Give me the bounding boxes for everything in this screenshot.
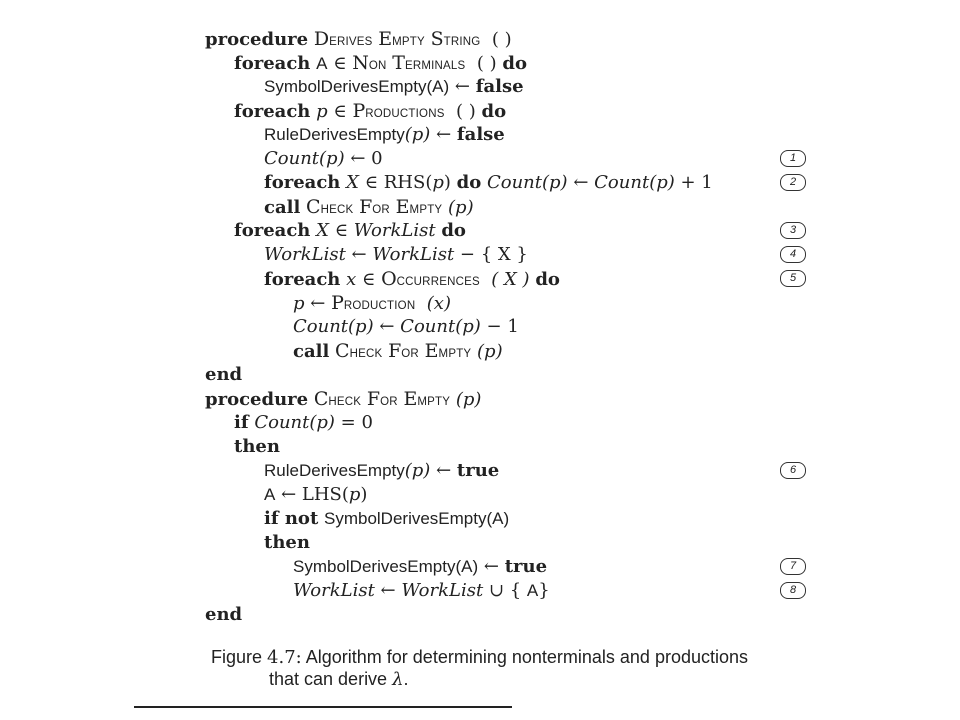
algo-line-symbol-derives-empty-false: SymbolDerivesEmpty(A) ← false xyxy=(264,76,524,97)
algo-line-symbol-derives-empty-true: SymbolDerivesEmpty(A) ← true xyxy=(293,556,548,577)
algo-line-if-not-symbol-derives-empty: if not SymbolDerivesEmpty(A) xyxy=(264,508,510,529)
algo-line-call-check-for-empty: call CHECK FOR EMPTY (p) xyxy=(264,196,474,218)
algo-line-foreach-occurrences: foreach x ∈ OCCURRENCES ( X ) do xyxy=(264,268,560,290)
algo-line-end-1: end xyxy=(205,364,243,385)
algo-line-count-zero: Count(p) ← 0 xyxy=(264,148,383,169)
algo-line-procedure-derives-empty-string: procedure DERIVES EMPTY STRING ( ) xyxy=(205,28,512,50)
caption-period: . xyxy=(403,669,409,689)
step-marker-2: 2 xyxy=(780,174,806,191)
algo-line-p-production: p ← PRODUCTION (x) xyxy=(293,292,451,314)
step-marker-1: 1 xyxy=(780,150,806,167)
caption-text-2: that can derive xyxy=(269,669,388,689)
step-marker-6: 6 xyxy=(780,462,806,479)
algo-line-foreach-rhs: foreach X ∈ RHS(p) do Count(p) ← Count(p) + 1 xyxy=(264,172,713,193)
algo-line-call-check-for-empty-2: call CHECK FOR EMPTY (p) xyxy=(293,340,503,362)
figure-number: 4.7: xyxy=(267,647,302,668)
step-marker-5: 5 xyxy=(780,270,806,287)
algo-line-end-2: end xyxy=(205,604,243,625)
figure-caption-line-1 xyxy=(211,646,748,669)
algo-line-then-2: then xyxy=(264,532,310,553)
algo-line-rule-derives-empty-false: RuleDerivesEmpty(p) ← false xyxy=(264,124,505,145)
caption-text-1: Algorithm for determining nonterminals and productions xyxy=(305,647,748,667)
algo-line-procedure-check-for-empty: procedure CHECK FOR EMPTY (p) xyxy=(205,388,482,410)
step-marker-3: 3 xyxy=(780,222,806,239)
page-divider-line xyxy=(134,706,512,708)
algo-line-foreach-nonterminals: foreach A ∈ NON TERMINALS ( ) do xyxy=(234,52,527,74)
step-marker-4: 4 xyxy=(780,246,806,263)
figure-caption-line-2 xyxy=(269,668,409,691)
step-marker-8: 8 xyxy=(780,582,806,599)
algo-line-a-lhs: A ← LHS(p) xyxy=(264,484,368,505)
algo-line-rule-derives-empty-true: RuleDerivesEmpty(p) ← true xyxy=(264,460,500,481)
step-marker-7: 7 xyxy=(780,558,806,575)
algo-line-count-decrement: Count(p) ← Count(p) − 1 xyxy=(293,316,519,337)
algo-line-then-1: then xyxy=(234,436,280,457)
figure-label: Figure xyxy=(211,647,263,667)
algo-line-worklist-union: WorkList ← WorkList ∪ { A} xyxy=(293,580,550,601)
algo-line-foreach-productions: foreach p ∈ PRODUCTIONS ( ) do xyxy=(234,100,507,122)
algo-line-if-count-zero: if Count(p) = 0 xyxy=(234,412,373,433)
caption-lambda: λ xyxy=(392,669,404,690)
algo-line-foreach-worklist: foreach X ∈ WorkList do xyxy=(234,220,466,241)
algo-line-worklist-remove: WorkList ← WorkList − { X } xyxy=(264,244,528,265)
